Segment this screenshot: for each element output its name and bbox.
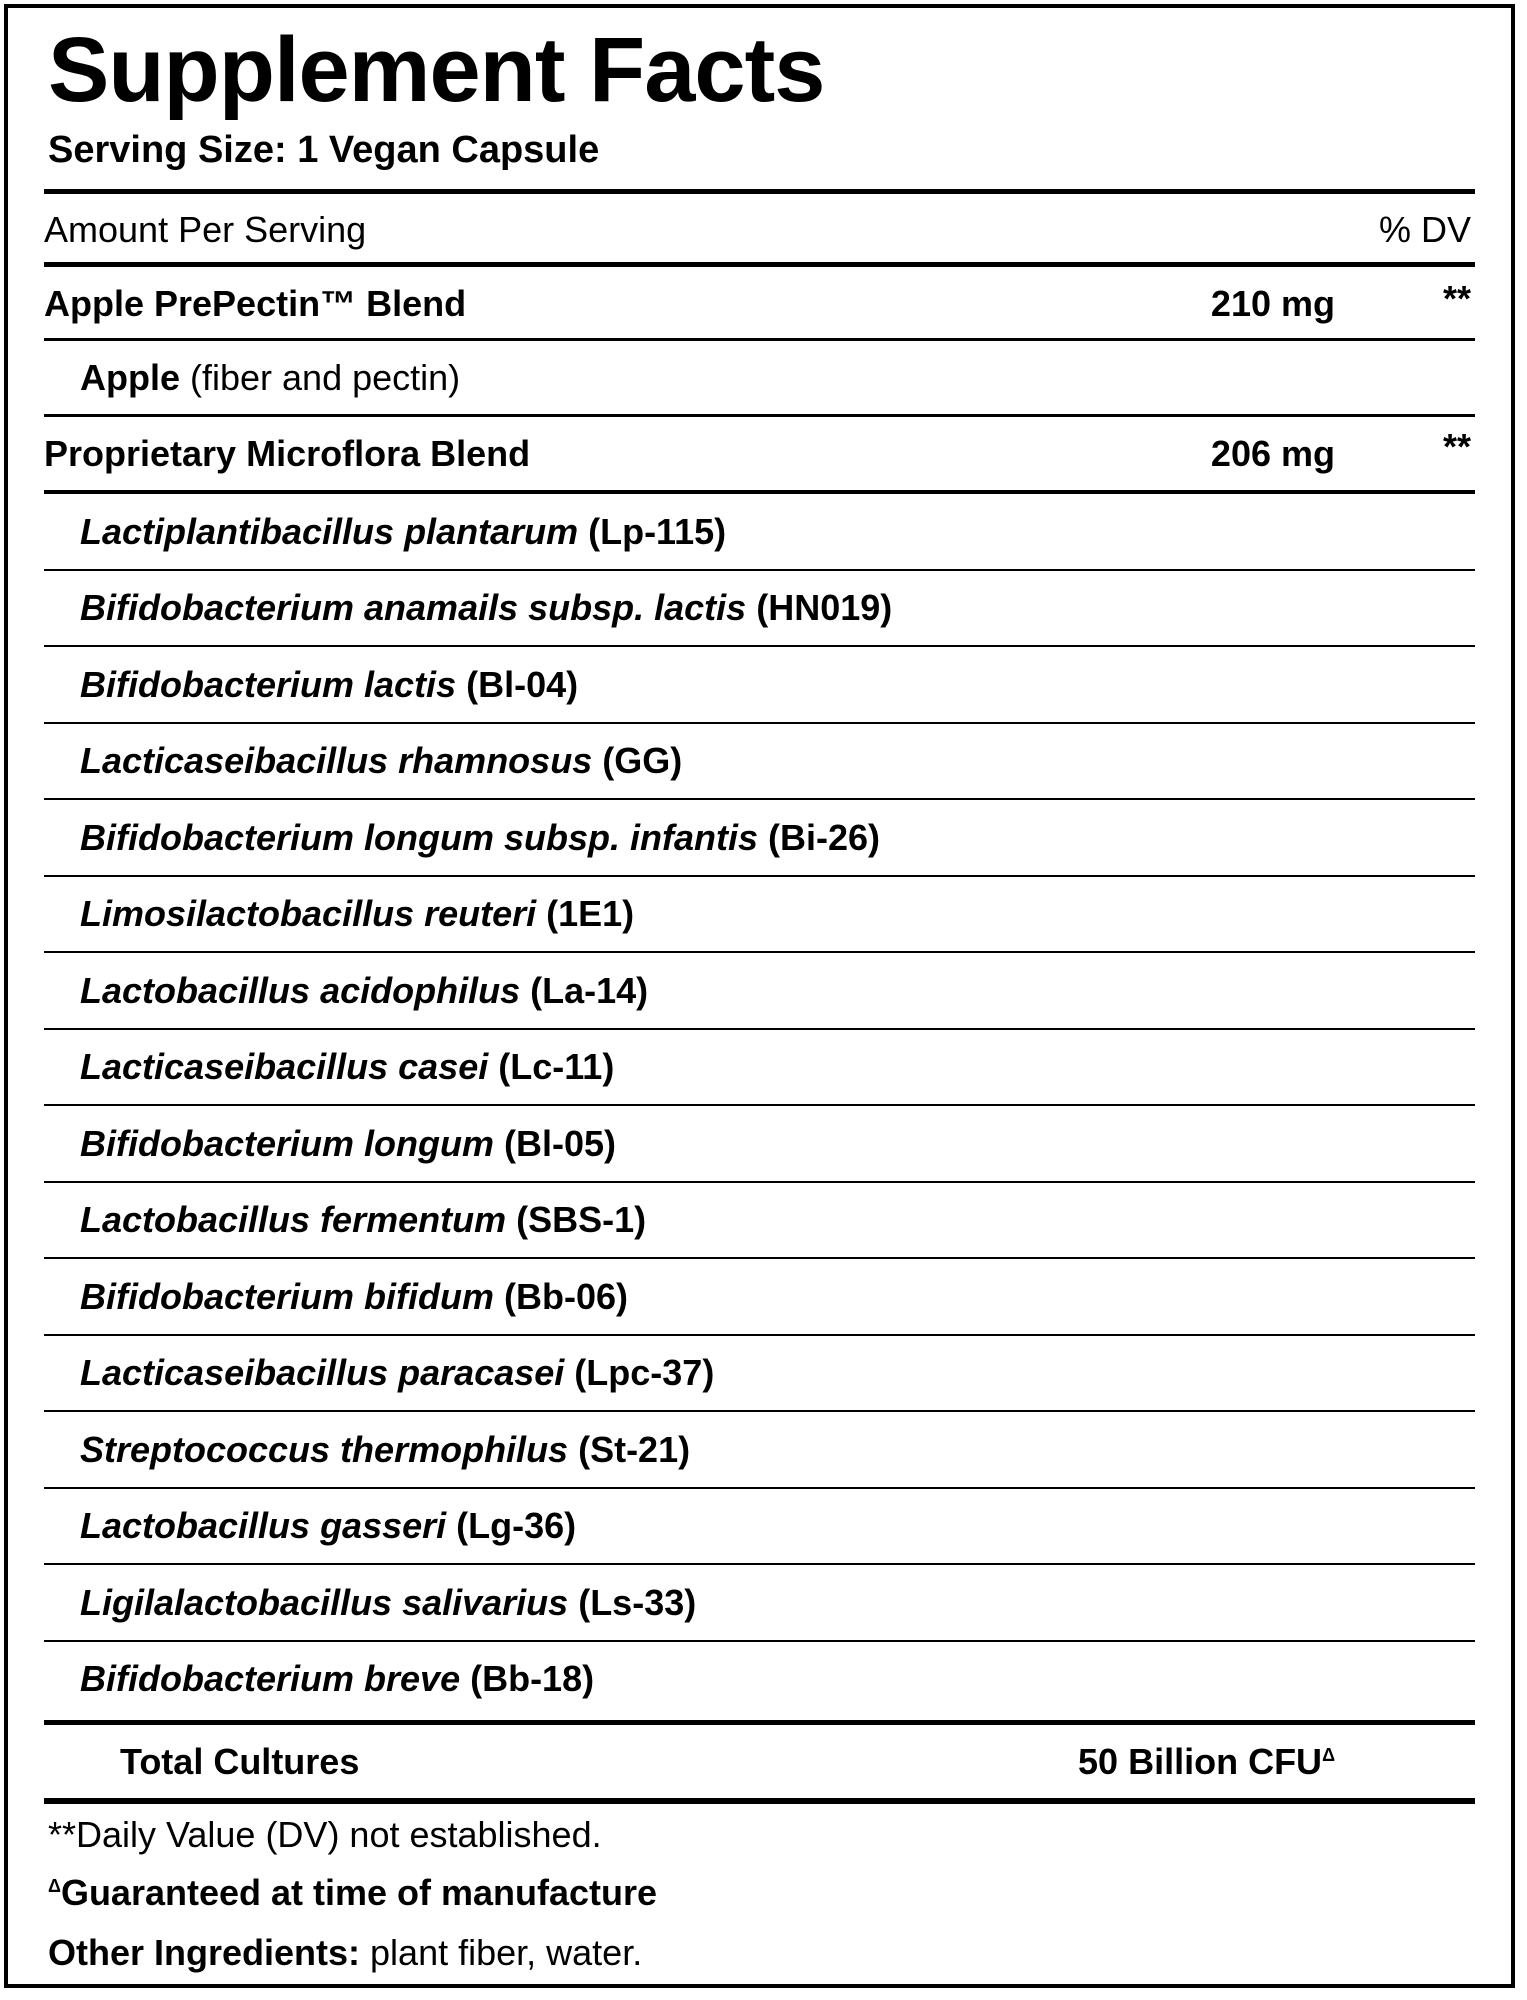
divider-header xyxy=(44,262,1475,267)
strain-species: Bifidobacterium bifidum xyxy=(80,1275,494,1317)
divider xyxy=(44,414,1475,417)
strain-code: (Bb-06) xyxy=(494,1275,628,1317)
strain-row xyxy=(44,1184,1475,1258)
dv-header: % DV xyxy=(1378,209,1471,250)
strain-row xyxy=(44,725,1475,799)
sub-ingredient-row xyxy=(44,342,1475,414)
divider xyxy=(44,490,1475,494)
strain-row xyxy=(44,1566,1475,1640)
strain-species: Lacticaseibacillus paracasei xyxy=(80,1352,565,1394)
divider xyxy=(44,1181,1475,1183)
divider-bottom xyxy=(44,1798,1475,1804)
strain-row xyxy=(44,1490,1475,1564)
strain-species: Limosilactobacillus reuteri xyxy=(80,893,537,935)
delta-mark: Δ xyxy=(1322,1745,1335,1765)
strain-species: Lactobacillus acidophilus xyxy=(80,969,521,1011)
divider xyxy=(44,338,1475,341)
strain-code: (La-14) xyxy=(520,969,649,1011)
strain-species: Lacticaseibacillus rhamnosus xyxy=(80,740,593,782)
divider xyxy=(44,722,1475,724)
total-amount: 50 Billion CFU xyxy=(1078,1741,1323,1782)
blend-name: Apple PrePectin™ Blend xyxy=(44,283,467,324)
divider xyxy=(44,1487,1475,1489)
strain-code: (Lg-36) xyxy=(446,1505,577,1547)
strain-row xyxy=(44,648,1475,722)
blend-row-microflora xyxy=(44,418,1475,490)
strain-species: Streptococcus thermophilus xyxy=(80,1428,569,1470)
blend-row-apple xyxy=(44,270,1475,338)
divider xyxy=(44,875,1475,877)
guarantee-text: Guaranteed at time of manufacture xyxy=(60,1872,658,1913)
strain-species: Lactobacillus fermentum xyxy=(80,1199,507,1241)
strain-code: (St-21) xyxy=(568,1428,691,1470)
blend-name: Proprietary Microflora Blend xyxy=(44,433,531,474)
divider xyxy=(44,645,1475,647)
strain-row xyxy=(44,878,1475,952)
dv-footnote: **Daily Value (DV) not established. xyxy=(48,1814,602,1855)
supplement-facts-label xyxy=(4,4,1515,1988)
divider xyxy=(44,1257,1475,1259)
amount-per-serving-label: Amount Per Serving xyxy=(44,209,367,250)
strain-species: Lactobacillus gasseri xyxy=(80,1505,447,1547)
divider xyxy=(44,798,1475,800)
blend-amount: 210 mg xyxy=(1210,283,1335,324)
strain-code: (Lp-115) xyxy=(578,510,727,552)
strain-code: (GG) xyxy=(592,740,683,782)
strain-species: Lacticaseibacillus casei xyxy=(80,1046,489,1088)
strain-row xyxy=(44,954,1475,1028)
divider xyxy=(44,1104,1475,1106)
blend-dv: ** xyxy=(1442,278,1471,319)
strain-species: Bifidobacterium breve xyxy=(80,1658,461,1700)
divider-top xyxy=(44,189,1475,194)
strain-species: Bifidobacterium lactis xyxy=(80,663,457,705)
blend-amount: 206 mg xyxy=(1210,433,1335,474)
strain-code: (Bb-18) xyxy=(460,1658,595,1700)
strain-row xyxy=(44,1337,1475,1411)
strain-row xyxy=(44,1643,1475,1717)
strain-row xyxy=(44,801,1475,875)
total-row xyxy=(44,1726,1475,1798)
strain-species: Bifidobacterium longum subsp. infantis xyxy=(80,816,759,858)
strain-species: Bifidobacterium anamails subsp. lactis xyxy=(80,587,747,629)
strain-row xyxy=(44,1107,1475,1181)
strain-species: Lactiplantibacillus plantarum xyxy=(80,510,579,552)
divider xyxy=(44,1410,1475,1412)
delta-mark: Δ xyxy=(48,1876,61,1896)
strain-code: (1E1) xyxy=(536,893,635,935)
divider xyxy=(44,1334,1475,1336)
strain-row xyxy=(44,1031,1475,1105)
sub-ingredient-desc: (fiber and pectin) xyxy=(180,357,461,398)
strain-row xyxy=(44,495,1475,569)
serving-size: Serving Size: 1 Vegan Capsule xyxy=(48,129,600,171)
strain-code: (Lpc-37) xyxy=(564,1352,715,1394)
strain-code: (Bl-04) xyxy=(456,663,579,705)
strain-code: (HN019) xyxy=(746,587,893,629)
other-ingredients xyxy=(48,1932,642,1974)
guarantee-footnote xyxy=(48,1872,657,1914)
blend-dv: ** xyxy=(1442,426,1471,467)
sub-ingredient-name: Apple xyxy=(80,357,181,398)
strain-code: (Ls-33) xyxy=(568,1581,697,1623)
label-title: Supplement Facts xyxy=(48,19,825,121)
divider xyxy=(44,1563,1475,1565)
strain-row xyxy=(44,1413,1475,1487)
strain-code: (Bl-05) xyxy=(494,1122,617,1164)
strain-row xyxy=(44,1260,1475,1334)
divider xyxy=(44,1028,1475,1030)
divider xyxy=(44,569,1475,571)
strain-row xyxy=(44,572,1475,646)
strain-code: (Lc-11) xyxy=(488,1046,615,1088)
divider xyxy=(44,1640,1475,1642)
divider-total xyxy=(44,1720,1475,1725)
strain-species: Bifidobacterium longum xyxy=(80,1122,494,1164)
header-row xyxy=(44,198,1475,262)
label-content xyxy=(44,8,1475,1984)
other-ingredients-label: Other Ingredients: xyxy=(48,1932,361,1973)
strain-species: Ligilalactobacillus salivarius xyxy=(80,1581,569,1623)
strain-code: (SBS-1) xyxy=(506,1199,647,1241)
total-label: Total Cultures xyxy=(120,1741,360,1782)
other-ingredients-value: plant fiber, water. xyxy=(360,1932,643,1973)
divider xyxy=(44,951,1475,953)
strain-code: (Bi-26) xyxy=(758,816,881,858)
